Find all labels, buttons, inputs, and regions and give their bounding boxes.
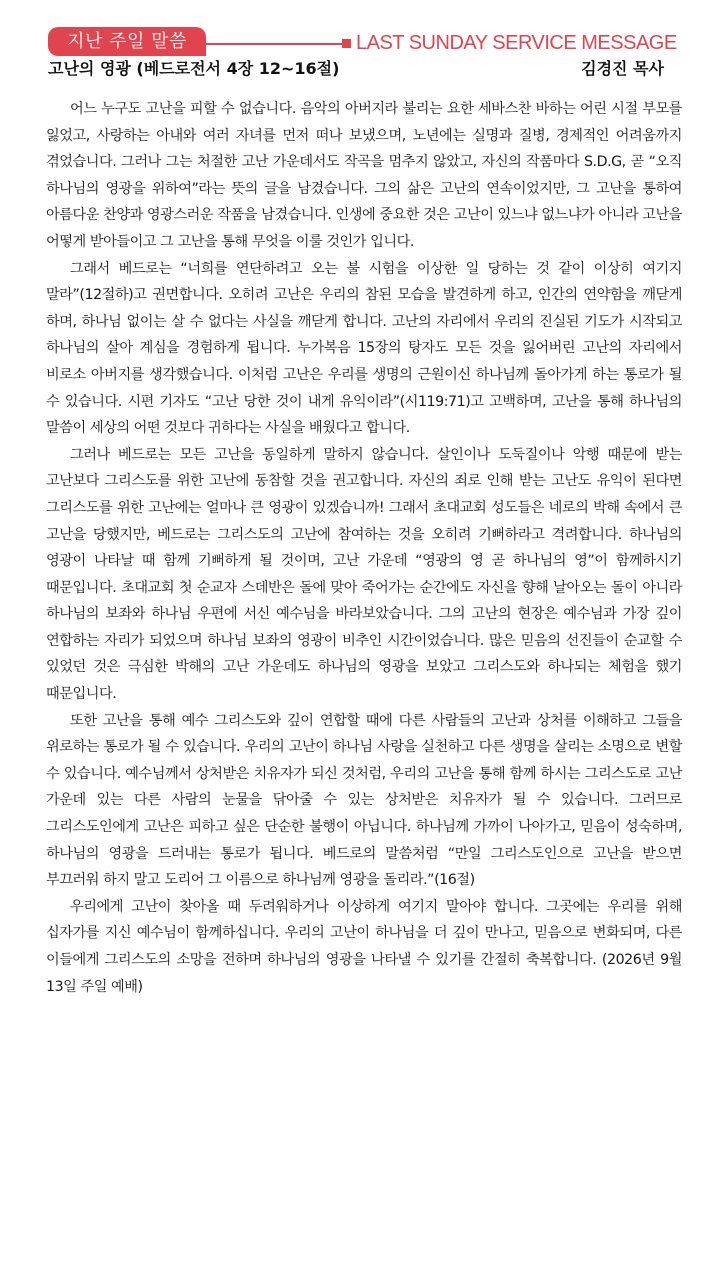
sermon-body xyxy=(46,96,682,1000)
paragraph: 그래서 베드로는 “너희를 연단하려고 오는 불 시험을 이상한 일 당하는 것 같이 이상히 여기지 말라”(12절하)고 권면합니다. 오히려 고난은 우리의 참된 모습을 발견하게 하고, 인간의 연약함을 깨닫게 하며, 하나님 없이는 살 수 없다는 사실을 깨닫게 합니다. 고난의 자리에서 우리의 진실된 기도가 시작되고 하나님의 살아 계심을 경험하게 됩니다. 누가복음 15장의 탕자도 모든 것을 잃어버린 고난의 자리에서 비로소 아버지를 생각했습니다. 이처럼 고난은 우리를 생명의 근원이신 하나님께 돌아가게 하는 통로가 될 수 있습니다. 시편 기자도 “고난 당한 것이 내게 유익이라”(시119:71)고 고백하며, 고난을 통해 하나님의 말씀이 세상의 어떤 것보다 귀하다는 사실을 배웠다고 합니다. xyxy=(46,260,682,437)
paragraph: 우리에게 고난이 찾아올 때 두려워하거나 이상하게 여기지 말아야 합니다. 그곳에는 우리를 위해 십자가를 지신 예수님이 함께하십니다. 우리의 고난이 하나님을 더 깊이 만나고, 믿음으로 변화되며, 다른 이들에게 그리스도의 소망을 전하며 하나님의 영광을 나타낼 수 있기를 간절히 축복합니다. (2026년 9월 13일 주일 예배) xyxy=(46,898,682,995)
paragraph: 그러나 베드로는 모든 고난을 동일하게 말하지 않습니다. 살인이나 도둑질이나 악행 때문에 받는 고난보다 그리스도를 위한 고난에 동참할 것을 권고합니다. 자신의 죄로 인해 받는 고난도 유익이 된다면 그리스도를 위한 고난에는 얼마나 큰 영광이 있겠습니까! 그래서 초대교회 성도들은 네로의 박해 속에서 큰 고난을 당했지만, 베드로는 그리스도의 고난에 참여하는 것을 오히려 기뻐하라고 격려합니다. 하나님의 영광이 나타날 때 함께 기뻐하게 될 것이며, 고난 가운데 “영광의 영 곧 하나님의 영”이 함께하시기 때문입니다. 초대교회 첫 순교자 스데반은 돌에 맞아 죽어가는 순간에도 자신을 향해 날아오는 돌이 아니라 하나님의 보좌와 하나님 우편에 서신 예수님을 바라보았습니다. 그의 고난의 현장은 예수님과 가장 깊이 연합하는 자리가 되었으며 하나님 보좌의 영광이 비추인 시간이었습니다. 많은 믿음의 선진들이 순교할 수 있었던 것은 극심한 박해의 고난 가운데도 하나님의 영광을 보았고 그리스도와 하나되는 체험을 했기 때문입니다. xyxy=(46,446,682,703)
section-badge: 지난 주일 말씀 xyxy=(48,27,206,56)
paragraph: 또한 고난을 통해 예수 그리스도와 깊이 연합할 때에 다른 사람들의 고난과 상처를 이해하고 그들을 위로하는 통로가 될 수 있습니다. 우리의 고난이 하나님 사랑을 실천하고 다른 생명을 살리는 소명으로 변할 수 있습니다. 예수님께서 상처받은 치유자가 되신 것처럼, 우리의 고난을 통해 함께 하시는 그리스도로 고난 가운데 있는 다른 사람의 눈물을 닦아줄 수 있는 상처받은 치유자가 될 수 있습니다. 그러므로 그리스도인에게 고난은 피하고 싶은 단순한 불행이 아닙니다. 하나님께 가까이 나아가고, 믿음이 성숙하며, 하나님의 영광을 드러내는 통로가 됩니다. 베드로의 말씀처럼 “만일 그리스도인으로 고난을 받으면 부끄러워 하지 말고 도리어 그 이름으로 하나님께 영광을 돌리라.”(16절) xyxy=(46,712,682,889)
header-square-marker xyxy=(342,39,351,48)
sermon-title: 고난의 영광 (베드로전서 4장 12~16절) xyxy=(48,59,340,78)
english-section-title: LAST SUNDAY SERVICE MESSAGE xyxy=(356,32,677,54)
header-divider-line xyxy=(206,43,342,45)
pastor-name: 김경진 목사 xyxy=(581,59,664,78)
paragraph: 어느 누구도 고난을 피할 수 없습니다. 음악의 아버지라 불리는 요한 세바스찬 바하는 어린 시절 부모를 잃었고, 사랑하는 아내와 여러 자녀를 먼저 떠나 보냈으며, 노년에는 실명과 질병, 경제적인 어려움까지 겪었습니다. 그러나 그는 처절한 고난 가운데서도 작곡을 멈추지 않았고, 자신의 작품마다 S.D.G, 곧 “오직 하나님의 영광을 위하여”라는 뜻의 글을 남겼습니다. 그의 삶은 고난의 연속이었지만, 그 고난을 통하여 아름다운 찬양과 영광스러운 작품을 남겼습니다. 인생에 중요한 것은 고난이 있느냐 없느냐가 아니라 고난을 어떻게 받아들이고 그 고난을 통해 무엇을 이룰 것인가 입니다. xyxy=(46,101,683,250)
page-header xyxy=(0,0,720,80)
